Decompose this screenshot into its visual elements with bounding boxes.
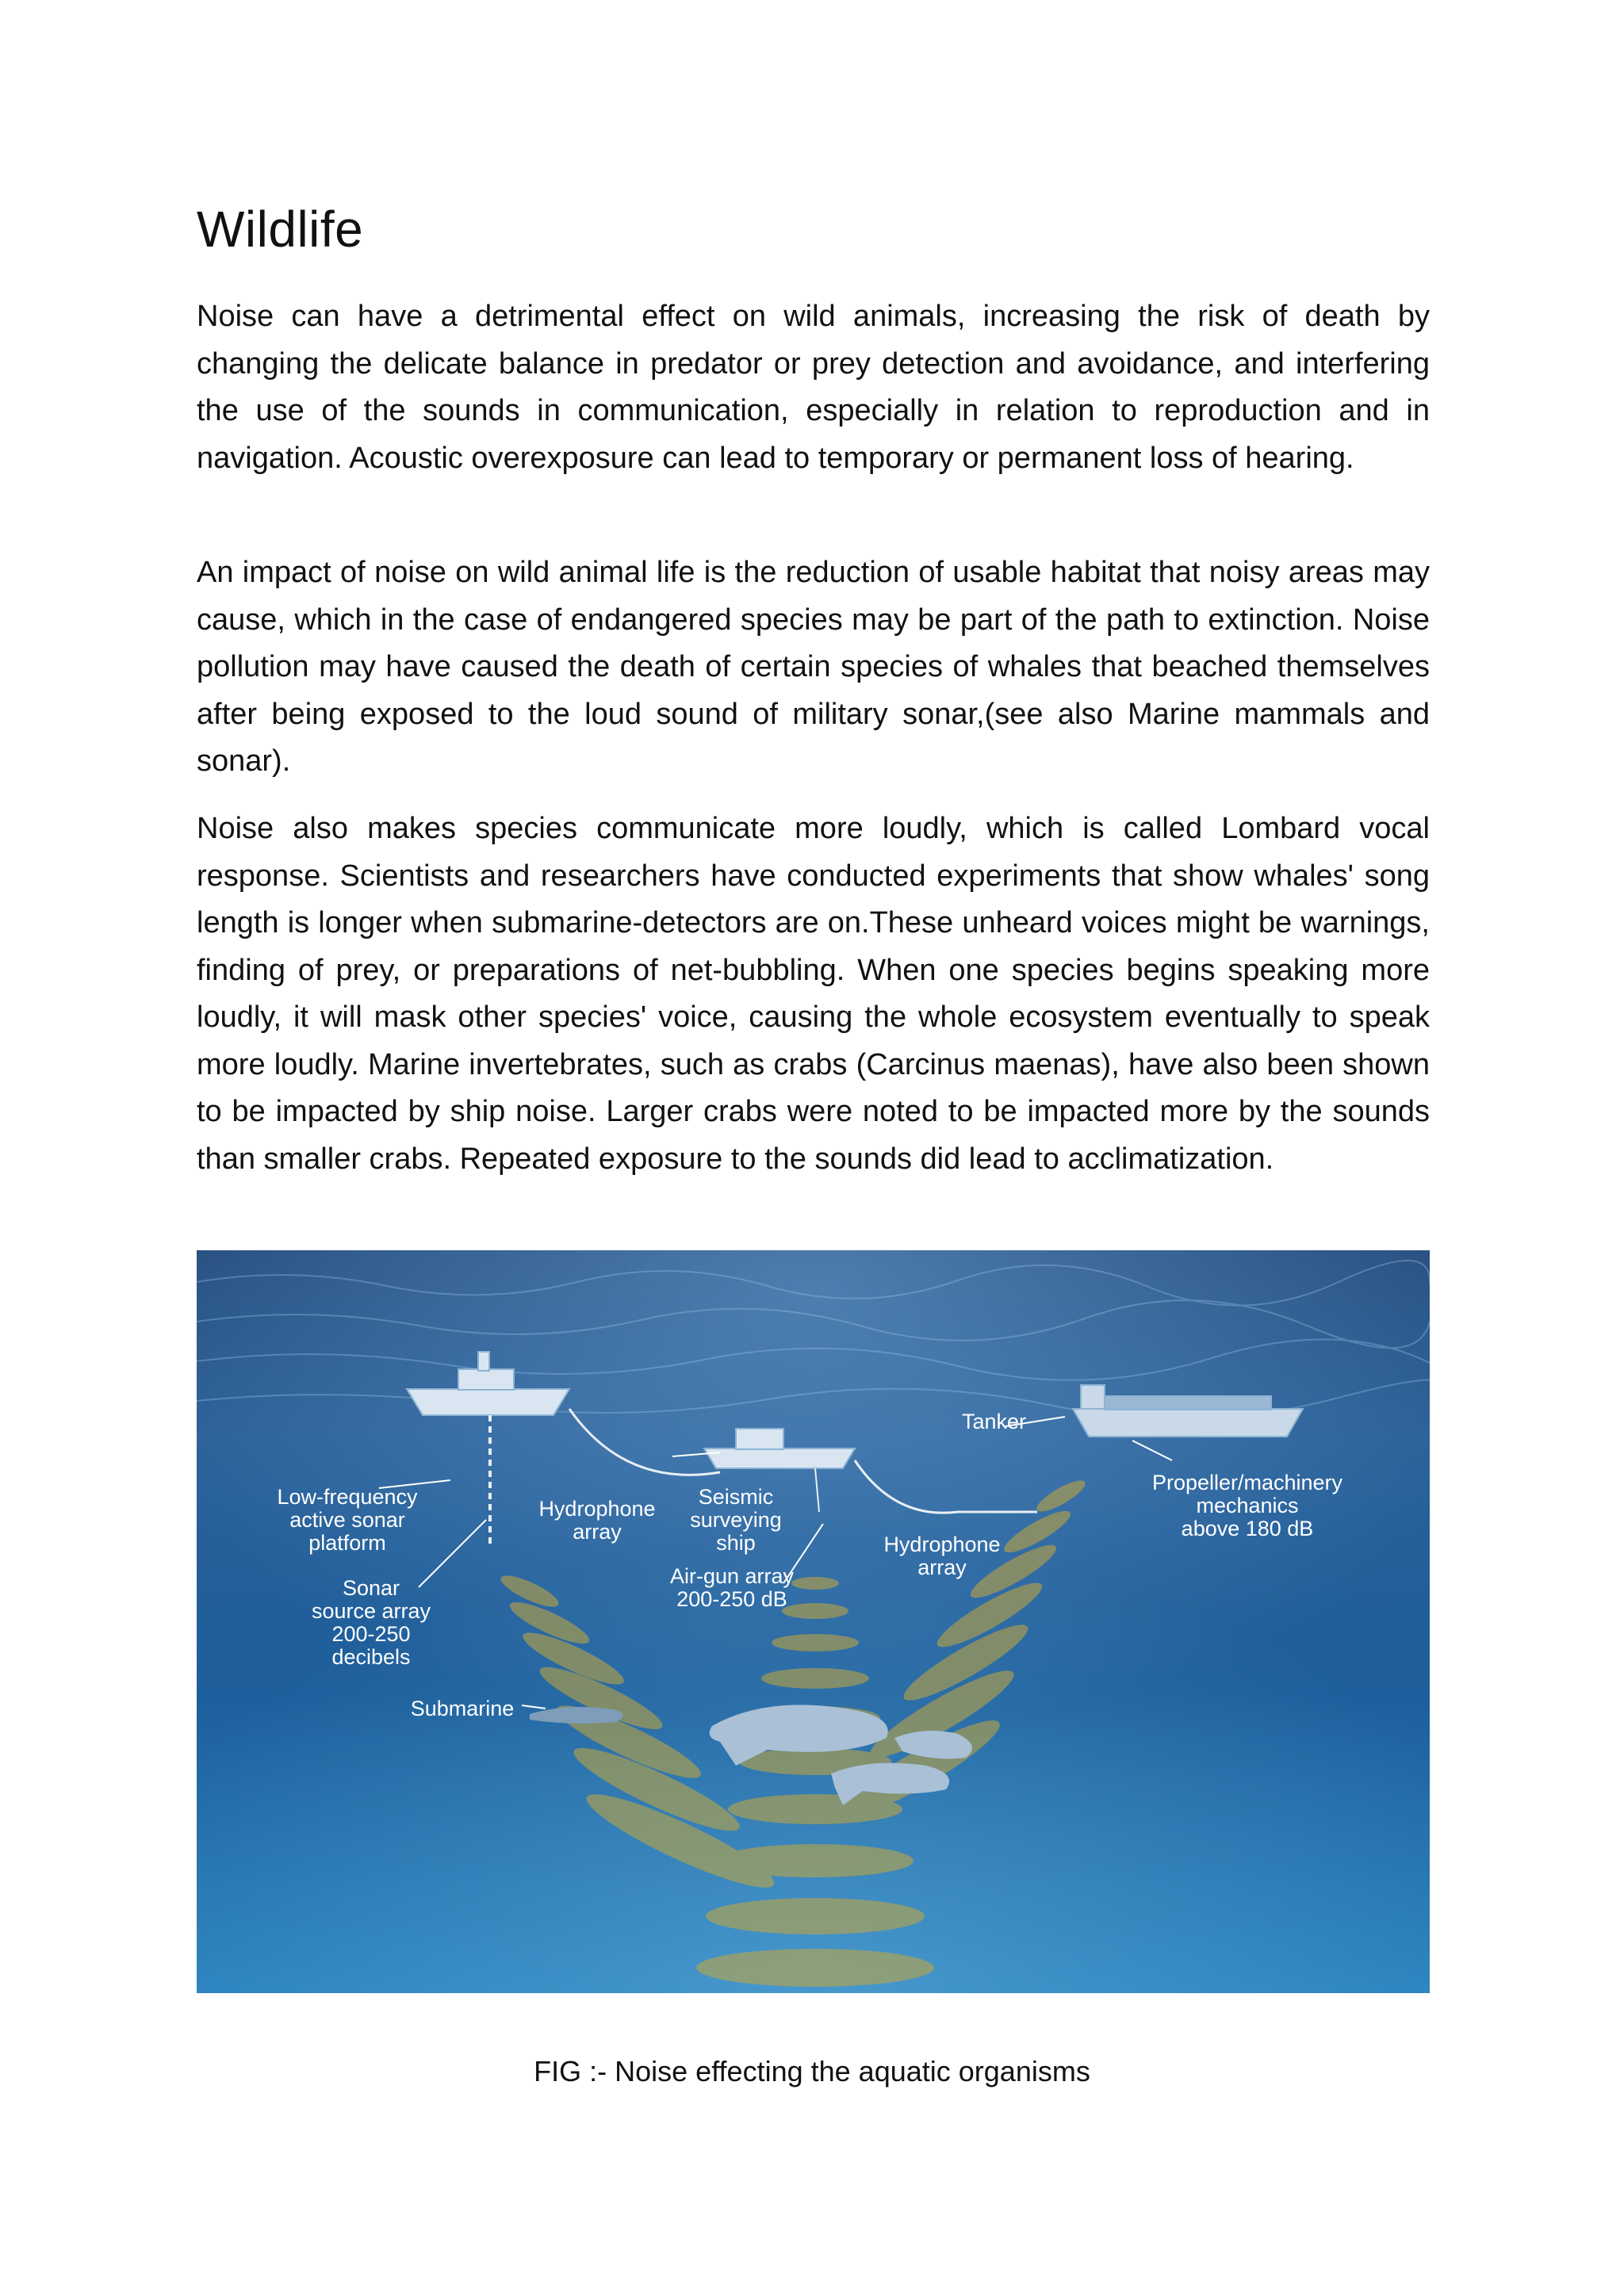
- label-hydrophone-right-1: Hydrophone: [883, 1533, 1001, 1556]
- label-sonar-src-4: decibels: [331, 1645, 411, 1669]
- label-airgun-2: 200-250 dB: [676, 1587, 787, 1611]
- label-airgun-1: Air-gun array: [669, 1564, 795, 1588]
- label-hydrophone-left-1: Hydrophone: [538, 1497, 656, 1521]
- paragraph-habitat: An impact of noise on wild animal life is the reduction of usable habitat that noisy areas may cause, which in the case of endangered species may be part of the path to extinction. Noise pollution may have caused the death of certain species of whales that beached themselves after being exposed to the loud sound of military sonar,(see also Marine mammals and sonar).: [197, 556, 1430, 778]
- label-seismic-1: Seismic: [698, 1485, 774, 1509]
- label-sonar-src-1: Sonar: [342, 1576, 400, 1600]
- ocean-noise-illustration: [197, 1250, 1430, 1993]
- label-lf-sonar-3: platform: [308, 1531, 386, 1555]
- paragraph-lombard: Noise also makes species communicate more loudly, which is called Lombard vocal response. Scientists and researchers have conducted experiments that show whales' song length is longer when submarine-detectors are on.These unheard voices might be warnings, finding of prey, or preparations of net-bubbling. When one species begins speaking more loudly, it will mask other species' voice, causing the whole ecosystem eventually to speak more loudly. Marine invertebrates, such as crabs (Carcinus maenas), have also been shown to be impacted by ship noise. Larger crabs were noted to be impacted more by the sounds than smaller crabs. Repeated exposure to the sounds did lead to acclimatization.: [197, 812, 1430, 1176]
- label-hydrophone-right-2: array: [917, 1556, 967, 1579]
- label-lf-sonar-1: Low-frequency: [277, 1485, 418, 1509]
- figure-caption: FIG :- Noise effecting the aquatic organisms: [534, 2055, 1090, 2087]
- label-seismic-2: surveying: [690, 1508, 782, 1532]
- label-hydrophone-left-2: array: [573, 1520, 622, 1544]
- label-seismic-3: ship: [716, 1531, 756, 1555]
- label-lf-sonar-2: active sonar: [289, 1508, 405, 1532]
- label-propeller-3: above 180 dB: [1181, 1517, 1314, 1540]
- label-sonar-src-3: 200-250: [331, 1622, 411, 1646]
- label-sonar-src-2: source array: [311, 1599, 431, 1623]
- section-heading: Wildlife: [197, 201, 364, 258]
- label-submarine: Submarine: [410, 1697, 515, 1720]
- label-propeller-1: Propeller/machinery: [1151, 1471, 1343, 1494]
- label-propeller-2: mechanics: [1196, 1494, 1299, 1517]
- label-tanker: Tanker: [962, 1410, 1027, 1433]
- paragraph-hearing: Noise can have a detrimental effect on wild animals, increasing the risk of death by changing the delicate balance in predator or prey detection and avoidance, and interfering the use of the sounds in communication, especially in relation to reproduction and in navigation. Acoustic overexposure can lead to temporary or permanent loss of hearing.: [197, 300, 1430, 475]
